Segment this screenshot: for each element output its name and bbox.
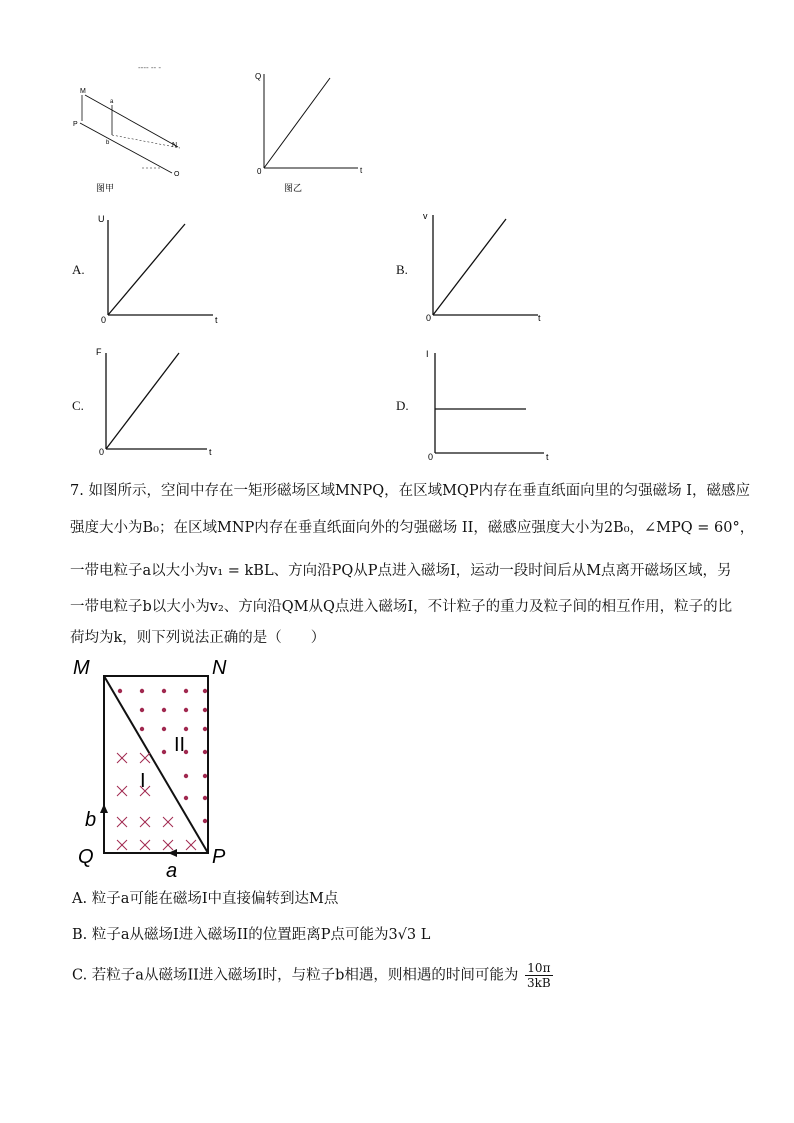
region-label-two: II — [174, 734, 186, 756]
field-out-dot-mark — [162, 689, 166, 693]
figure-jia — [60, 55, 210, 200]
region-label-one: I — [140, 770, 146, 792]
figure-yi-caption: 图乙 — [284, 183, 303, 193]
graph-option-c-letter: C. — [72, 398, 84, 413]
question-7-line-1: 7. 如图所示，空间中存在一矩形磁场区域MNPQ，在区域MQP内存在垂直纸面向里的匀强磁场 I，磁感应 — [70, 483, 750, 499]
field-out-dot-mark — [184, 727, 188, 731]
region-two-dot-marks — [118, 689, 207, 823]
graph-option-d-ylabel: I — [426, 349, 429, 359]
graph-option-b-xlabel: t — [538, 313, 541, 323]
graph-option-c-origin: 0 — [99, 447, 105, 457]
field-out-dot-mark — [162, 708, 166, 712]
figure-yi-origin: 0 — [257, 167, 262, 176]
field-out-dot-mark — [162, 750, 166, 754]
field-out-dot-mark — [203, 750, 207, 754]
graph-option-d-origin: 0 — [428, 452, 434, 462]
graph-option-c — [95, 343, 235, 458]
figure-jia-label-P: P — [73, 121, 78, 128]
field-out-dot-mark — [184, 708, 188, 712]
graph-option-c-ylabel: F — [96, 347, 102, 357]
particle-label-a: a — [166, 860, 178, 880]
corner-label-Q: Q — [78, 846, 94, 868]
corner-label-P: P — [212, 846, 226, 868]
figure-jia-caption: 图甲 — [96, 183, 115, 193]
choice-c-fraction-numerator: 10π — [525, 961, 553, 976]
field-out-dot-mark — [140, 708, 144, 712]
graph-option-d-xlabel: t — [546, 452, 549, 462]
figure-yi-ylabel: Q — [255, 72, 262, 81]
corner-label-N: N — [212, 657, 227, 679]
field-out-dot-mark — [203, 708, 207, 712]
field-out-dot-mark — [140, 727, 144, 731]
graph-option-b-origin: 0 — [426, 313, 432, 323]
graph-option-b — [420, 205, 560, 325]
graph-option-a-letter: A. — [72, 262, 85, 277]
field-out-dot-mark — [162, 727, 166, 731]
question-7-line-4: 一带电粒子b以大小为v₂、方向沿QM从Q点进入磁场I，不计粒子的重力及粒子间的相互作用，粒子的比 — [70, 599, 733, 615]
corner-label-M: M — [73, 657, 90, 679]
field-out-dot-mark — [203, 774, 207, 778]
field-out-dot-mark — [203, 819, 207, 823]
question-7-line-2: 强度大小为B₀；在区域MNP内存在垂直纸面向外的匀强磁场 II，磁感应强度大小为2B₀，∠MPQ = 60°， — [70, 520, 755, 536]
figure-yi — [250, 60, 370, 200]
graph-option-d — [420, 343, 560, 463]
graph-option-a-xlabel: t — [215, 315, 218, 325]
particle-b-arrow — [100, 804, 108, 813]
field-out-dot-mark — [203, 689, 207, 693]
graph-option-b-letter: B. — [396, 262, 408, 277]
figure-jia-label-N: N — [172, 142, 178, 149]
figure-yi-xlabel: t — [360, 166, 363, 175]
choice-a[interactable]: A. 粒子a可能在磁场I中直接偏转到达M点 — [72, 891, 339, 907]
field-out-dot-mark — [118, 689, 122, 693]
graph-option-a-origin: 0 — [101, 315, 107, 325]
figure-jia-label-M: M — [80, 88, 86, 95]
field-out-dot-mark — [203, 727, 207, 731]
choice-c-fraction-denominator: 3kB — [527, 976, 551, 990]
graph-option-b-ylabel: v — [423, 211, 428, 221]
choice-c[interactable] — [72, 961, 553, 990]
particle-label-b: b — [85, 809, 97, 831]
magnetic-field-diagram — [70, 655, 240, 880]
choice-b[interactable]: B. 粒子a从磁场I进入磁场II的位置距离P点可能为3√3 L — [72, 927, 431, 943]
graph-option-c-xlabel: t — [209, 447, 212, 457]
graph-option-a-ylabel: U — [98, 214, 105, 224]
figure-jia-label-O: O — [174, 171, 180, 178]
field-out-dot-mark — [140, 689, 144, 693]
field-out-dot-mark — [184, 796, 188, 800]
figure-jia-header-marks: ---- -- - — [138, 63, 162, 72]
graph-option-a — [95, 210, 235, 325]
field-out-dot-mark — [184, 774, 188, 778]
choice-c-text: C. 若粒子a从磁场II进入磁场I时，与粒子b相遇，则相遇的时间可能为 — [72, 967, 519, 984]
field-out-dot-mark — [203, 796, 207, 800]
question-7-line-5: 荷均为k，则下列说法正确的是（ ） — [70, 630, 326, 646]
figure-jia-label-b: b — [106, 140, 110, 146]
region-one-x-marks — [117, 753, 196, 850]
choice-c-fraction — [525, 961, 553, 990]
field-out-dot-mark — [184, 689, 188, 693]
graph-option-d-letter: D. — [396, 398, 409, 413]
question-7-line-3: 一带电粒子a以大小为v₁ = kBL、方向沿PQ从P点进入磁场I，运动一段时间后从M点离开磁场区域，另 — [70, 563, 732, 579]
figure-jia-label-a: a — [110, 99, 114, 105]
